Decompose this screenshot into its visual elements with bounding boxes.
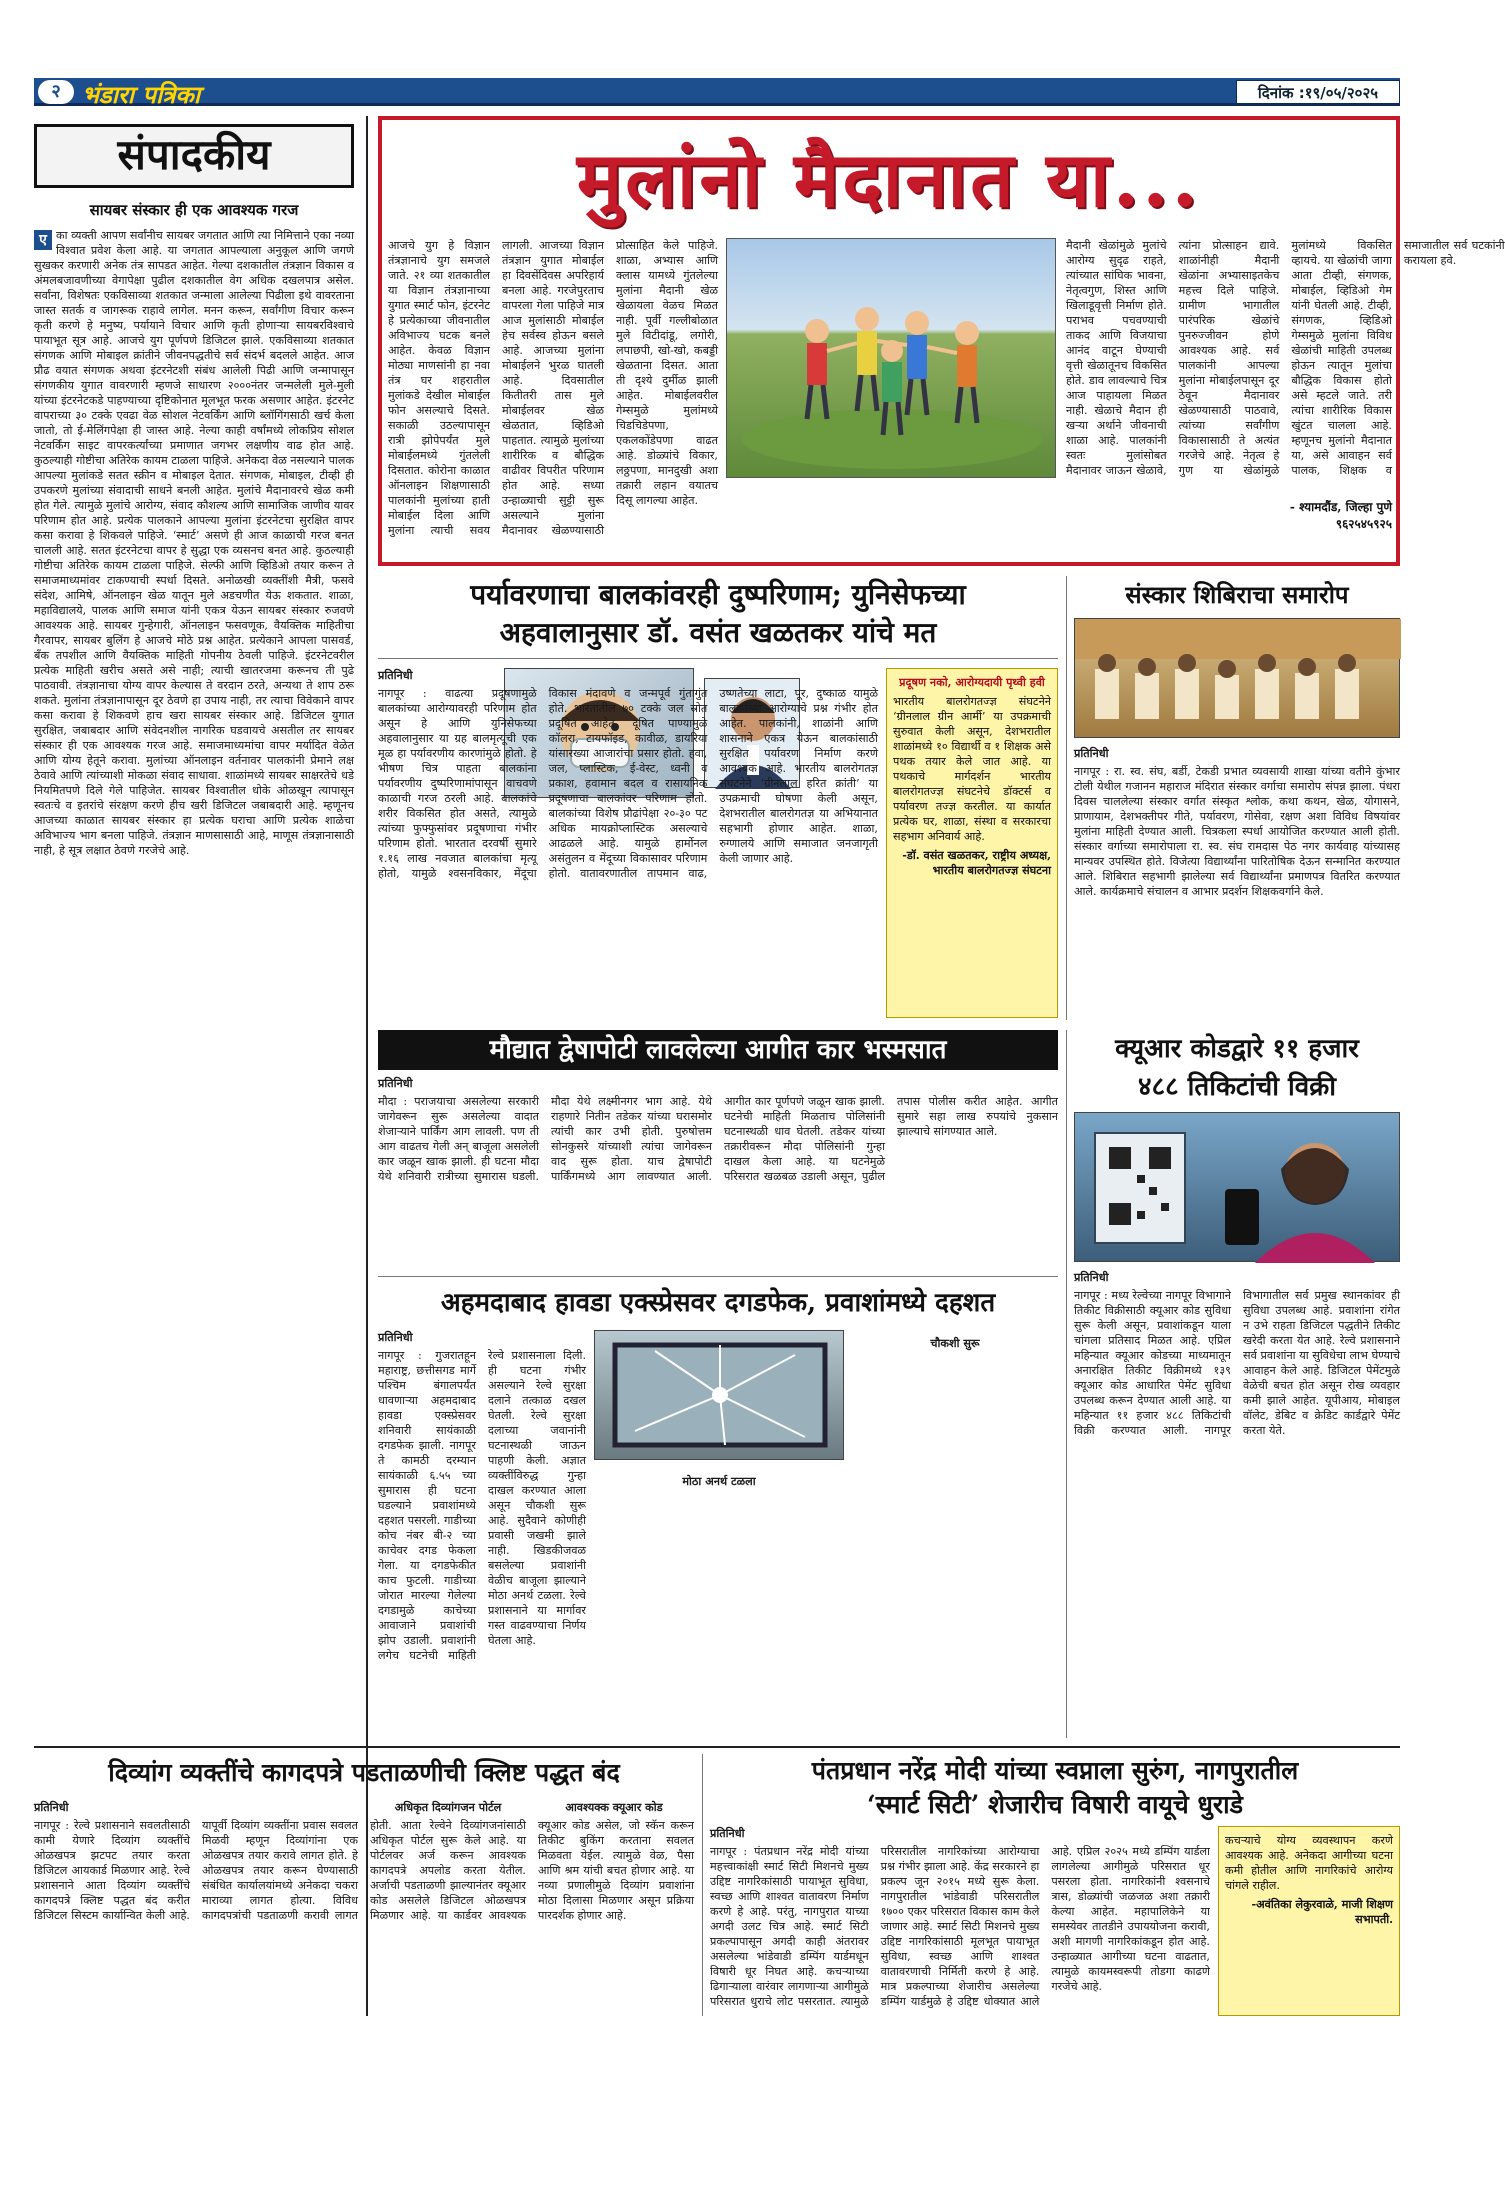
smartcity-headline-line1: पंतप्रधान नरेंद्र मोदी यांच्या स्वप्नाला सुरुंग, नागपुरातील [811,1756,1299,1785]
masthead-date: दिनांक :१९/०५/२०२५ [1236,80,1400,104]
feature-author-phone: ९६२५४५९२५ [1335,517,1392,531]
masthead [34,78,1400,109]
column-rule-2 [1066,1030,1067,1738]
smartcity-byline: प्रतिनिधी [710,1826,745,1840]
disabled-headline: दिव्यांग व्यक्तींचे कागदपत्रे पडताळणीची क्लिष्ट पद्धत बंद [108,1758,620,1787]
unicef-sidebox-heading: प्रदूषण नको, आरोग्यदायी पृथ्वी हवी [899,675,1045,689]
qr-headline [1074,1030,1400,1106]
smartcity-sidebox-signature: -अवंतिका लेकुरवाळे, माजी शिक्षण सभापती. [1251,1897,1393,1926]
disabled-subhead-2: आवश्यक्क क्यूआर कोड [565,1800,663,1814]
smartcity-sidebox-body: कचऱ्याचे योग्य व्यवस्थापन करणे आवश्यक आहे. अनेकदा आगीच्या घटना कमी होतील आणि नागरिकांचे आरोग्य चांगले राहील. [1225,1834,1393,1892]
sanskar-photo-camp [1074,618,1400,738]
feature-box [378,116,1505,566]
unicef-headline [378,576,1058,652]
qr-photo-scanning [1074,1112,1400,1262]
train-headline: अहमदाबाद हावडा एक्स्प्रेसवर दगडफेक, प्रवाशांमध्ये दहशत [440,1288,996,1318]
broken-window-illustration [595,1331,845,1461]
smartcity-headline [710,1754,1400,1822]
feature-title: मुलांनो मैदानात या... [576,135,1202,224]
disabled-subhead-1: अधिकृत दिव्यांगजन पोर्टल [394,1800,502,1814]
feature-author [1066,498,1392,532]
unicef-headline-line1: पर्यावरणाचा बालकांवरही दुष्परिणाम; युनिसेफच्या [470,578,966,611]
feature-photo-children-playing [726,238,1056,478]
newspaper-page [34,78,1505,2046]
sanskar-headline: संस्कार शिबिराचा समारोप [1125,580,1349,609]
editorial-dropcap: ए [34,230,52,250]
car-fire-headline: मौद्यात द्वेषापोटी लावलेल्या आगीत कार भस्मसात [378,1030,1058,1070]
feature-body-under-photo [726,482,1056,560]
train-top-rule [378,1276,1058,1277]
train-photo-broken-window [594,1330,844,1460]
sanskar-body: नागपूर : रा. स्व. संघ, बर्डी, टेकडी प्रभात व्यवसायी शाखा यांच्या वतीने कुंभार टोली येथील गजानन महाराज मंदिरात संस्कार वर्गाचा समारोप संपन्न झाला. पंधरा दिवस चाललेल्या संस्कार वर्गात संस्कृत श्लोक, कथा कथन, खेळ, योगासने, प्राणायाम, देशभक्तीपर गीते, पर्यावरण, गोसेवा, रक्षण अशा विविध विषयांवर मुलांना माहिती देण्यात आली. चित्रकला स्पर्धा आयोजित करण्यात आली होती. संस्कार वर्गाच्या समारोपाला रा. स्व. संघ रामदास पेठ नगर कार्यवाह यांच्यासह मान्यवर उपस्थित होते. विजेत्या विद्यार्थ्यांना पारितोषिक देऊन सन्मानित करण्यात आले. शिबिरात सहभागी झालेल्या सर्व विद्यार्थ्यांना प्रमाणपत्र वितरित करण्यात आले. कार्यक्रमाचे संचालन व आभार प्रदर्शन शिक्षकवर्गाने केले. [1074,765,1400,898]
car-fire-body: मौदा : पराजयाचा असलेल्या सरकारी जागेवरून सुरू असलेल्या वादात शेजाऱ्याने पार्किंग आग लावली. पण ती आग वाढतच गेली अन् बाजूला असलेली कार जळून खाक झाली. ही घटना मौदा येथे शनिवारी रात्रीच्या सुमारास घडली. मौदा येथे लक्ष्मीनगर भाग आहे. येथे राहणारे नितीन तडेकर यांच्या घरासमोर त्यांची कार उभी होती. पुरुषोत्तम सोनकुसरे यांच्याशी त्यांचा जागेवरून वाद सुरू होता. याच द्वेषापोटी पार्किंगमध्ये आग लावण्यात आली. आगीत कार पूर्णपणे जळून खाक झाली. घटनेची माहिती मिळताच पोलिसांनी घटनास्थळी धाव घेतली. तडेकर यांच्या तक्रारीवरून मौदा पोलिसांनी गुन्हा दाखल केला आहे. या घटनेमुळे परिसरात खळबळ उडाली असून, पुढील तपास पोलीस करीत आहेत. आगीत सुमारे सहा लाख रुपयांचे नुकसान झाल्याचे सांगण्यात आले. [378,1095,1058,1183]
smartcity-body: नागपूर : पंतप्रधान नरेंद्र मोदी यांच्या महत्त्वाकांक्षी स्मार्ट सिटी मिशनचे मुख्य उद्दिष्ट नागरिकांसाठी पायाभूत सुविधा, स्वच्छ आणि शाश्वत वातावरण निर्माण करणे हे आहे. परंतु, नागपुरात याच्या अगदी उलट चित्र आहे. स्मार्ट सिटी प्रकल्पापासून अगदी काही अंतरावर असलेल्या भांडेवाडी डम्पिंग यार्डमधून विषारी धूर निघत आहे. कचऱ्याच्या ढिगाऱ्याला वारंवार लागणाऱ्या आगीमुळे परिसरात धुराचे लोट पसरतात. त्यामुळे परिसरातील नागरिकांच्या आरोग्याचा प्रश्न गंभीर झाला आहे. केंद्र सरकारने हा प्रकल्प जून २०१५ मध्ये सुरू केला. नागपुरातील भांडेवाडी परिसरातील १७०० एकर परिसरात विकास काम केले जाणार आहे. स्मार्ट सिटी मिशनचे मुख्य उद्दिष्ट नागरिकांसाठी मूलभूत पायाभूत सुविधा, स्वच्छ आणि शाश्वत वातावरणाची निर्मिती करणे हे आहे. मात्र प्रकल्पाच्या शेजारीच असलेल्या डम्पिंग यार्डमुळे हे उद्दिष्ट धोक्यात आले आहे. एप्रिल २०२५ मध्ये डम्पिंग यार्डला लागलेल्या आगीमुळे परिसरात धूर पसरला होता. नागरिकांनी श्वसनाचे त्रास, डोळ्यांची जळजळ अशा तक्रारी केल्या आहेत. महापालिकेने या समस्येवर तातडीने उपाययोजना करावी, अशी मागणी नागरिकांकडून होत आहे. उन्हाळ्यात आगीच्या घटना वाढतात, त्यामुळे कायमस्वरूपी तोडगा काढणे गरजेचे आहे. [710,1845,1210,2008]
train-body: नागपूर : गुजरातहून महाराष्ट्र, छत्तीसगड मार्गे पश्चिम बंगालपर्यंत धावणाऱ्या अहमदाबाद हावडा एक्स्प्रेसवर शनिवारी सायंकाळी दगडफेक झाली. नागपूर ते कामठी दरम्यान सायंकाळी ६.५५ च्या सुमारास ही घटना घडल्याने प्रवाशांमध्ये दहशत पसरली. गाडीच्या कोच नंबर बी-२ च्या काचेवर दगड फेकला गेला. या दगडफेकीत काच फुटली. गाडीच्या जोरात मारल्या गेलेल्या दगडामुळे काचेच्या आवाजाने प्रवाशांची झोप उडाली. प्रवाशांनी लगेच घटनेची माहिती रेल्वे प्रशासनाला दिली. ही घटना गंभीर असल्याने रेल्वे सुरक्षा दलाने तत्काळ दखल घेतली. रेल्वे सुरक्षा दलाच्या जवानांनी घटनास्थळी जाऊन पाहणी केली. अज्ञात व्यक्तींविरुद्ध गुन्हा दाखल करण्यात आला असून चौकशी सुरू आहे. सुदैवाने कोणीही प्रवासी जखमी झाले नाही. खिडकीजवळ बसलेल्या प्रवाशांनी वेळीच बाजूला झाल्याने मोठा अनर्थ टळला. रेल्वे प्रशासनाने या मार्गावर गस्त वाढवण्याचा निर्णय घेतला आहे. [378,1349,586,1662]
disabled-body: नागपूर : रेल्वे प्रशासनाने सवलतीसाठी कामी येणारे दिव्यांग व्यक्तींचे ओळखपत्र झटपट तयार करता डिजिटल आयकार्ड मिळणार आहे. रेल्वे प्रशासनाने आता दिव्यांग व्यक्तींचे कागदपत्रे क्लिष्ट पद्धत बंद करीत डिजिटल सिस्टम कार्यान्वित केली आहे. यापूर्वी दिव्यांग व्यक्तींना प्रवास सवलत मिळवी म्हणून दिव्यांगांना एक ओळखपत्र तयार करावे लागत होते. हे ओळखपत्र तयार करून घेण्यासाठी संबंधित कार्यालयांमध्ये अनेकदा चकरा माराव्या लागत होत्या. विविध कागदपत्रांची पडताळणी करावी लागत होती. आता रेल्वेने दिव्यांगजनांसाठी अधिकृत पोर्टल सुरू केले आहे. या पोर्टलवर अर्ज करून आवश्यक कागदपत्रे अपलोड करता येतील. अर्जाची पडताळणी झाल्यानंतर क्यूआर कोड असलेले डिजिटल ओळखपत्र मिळणार आहे. या कार्डवर आवश्यक क्यूआर कोड असेल, जो स्कॅन करून तिकीट बुकिंग करताना सवलत मिळवता येईल. त्यामुळे वेळ, पैसा आणि श्रम यांची बचत होणार आहे. या नव्या प्रणालीमुळे दिव्यांग प्रवाशांना मोठा दिलासा मिळणार असून प्रक्रिया पारदर्शक होणार आहे. [34,1819,694,1922]
train-subhead-2: मोठा अनर्थ टळला [682,1474,756,1488]
qr-body: नागपूर : मध्य रेल्वेच्या नागपूर विभागाने तिकीट विक्रीसाठी क्यूआर कोड सुविधा सुरू केली असून, प्रवाशांकडून याला चांगला प्रतिसाद मिळत आहे. एप्रिल महिन्यात क्यूआर कोडच्या माध्यमातून अनारक्षित तिकीट विक्रीमध्ये १३९ क्यूआर कोड आधारित पेमेंट सुविधा उपलब्ध करून देण्यात आली आहे. या महिन्यात ११ हजार ४८८ तिकिटांची विक्री करण्यात आली. नागपूर विभागातील सर्व प्रमुख स्थानकांवर ही सुविधा उपलब्ध आहे. प्रवाशांना रांगेत न उभे राहता डिजिटल पद्धतीने तिकीट खरेदी करता येत आहे. रेल्वे प्रशासनाने सर्व प्रवाशांना या सुविधेचा लाभ घेण्याचे आवाहन केले आहे. डिजिटल पेमेंटमुळे वेळेची बचत होत असून रोख व्यवहार कमी झाले आहेत. यूपीआय, मोबाइल वॉलेट, डेबिट व क्रेडिट कार्डद्वारे पेमेंट करता येते. [1074,1289,1400,1437]
qr-headline-line1: क्यूआर कोडद्वारे ११ हजार [1115,1034,1359,1064]
editorial-section-title: संपादकीय [34,124,354,188]
unicef-byline: प्रतिनिधी [378,668,413,682]
train-byline: प्रतिनिधी [378,1330,413,1344]
feature-body-right: मैदानी खेळांमुळे मुलांचे आरोग्य सुदृढ राहते, त्यांच्यात सांघिक भावना, नेतृत्वगुण, शिस्त आणि खिलाडूवृत्ती निर्माण होते. पराभव पचवण्याची ताकद आणि विजयाचा आनंद वाटून घेण्याची वृत्ती खेळातूनच विकसित होते. डाव लावल्याचे चित्र आज पाहायला मिळत नाही. खेळाचे मैदान ही खऱ्या अर्थाने जीवनाची शाळा आहे. पालकांनी स्वतः मुलांसोबत मैदानावर जाऊन खेळावे, त्यांना प्रोत्साहन द्यावे. शाळांनीही मैदानी खेळांना अभ्यासाइतकेच महत्त्व दिले पाहिजे. ग्रामीण भागातील पारंपरिक खेळांचे पुनरुज्जीवन होणे आवश्यक आहे. सर्व पालकांनी आपल्या मुलांना मोबाईलपासून दूर ठेवून मैदानावर खेळण्यासाठी पाठवावे, त्यांच्या सर्वांगीण विकासासाठी ते अत्यंत गरजेचे आहे. नेतृत्व हे गुण या खेळांमुळे मुलांमध्ये विकसित व्हायचे. या खेळांची जागा आता टीव्ही, संगणक, मोबाईल, व्हिडिओ गेम यांनी घेतली आहे. टीव्ही, संगणक, व्हिडिओ गेम्समुळे मुलांना विविध खेळांची माहिती उपलब्ध होऊन त्यातून मुलांचा बौद्धिक विकास होतो असे म्हटले जाते. तरी त्यांचा शारीरिक विकास खुंटत चालला आहे. म्हणूनच मुलांनो मैदानात या, असे आवाहन सर्व पालक, शिक्षक व समाजातील सर्व घटकांनी करायला हवे. [1066,239,1505,477]
unicef-headline-rule [378,658,1058,659]
children-playing-illustration [727,239,1057,479]
unicef-sidebox-signature: -डॉ. वसंत खळतकर, राष्ट्रीय अध्यक्ष, भारतीय बालरोगतज्ज्ञ संघटना [902,848,1051,877]
camp-group-illustration [1075,619,1401,739]
train-body-right [852,1330,1058,1738]
smartcity-sidebox [1218,1826,1400,2016]
bottom-section-rule [34,1746,1400,1748]
unicef-body: नागपूर : वाढत्या प्रदूषणामुळे बालकांच्या आरोग्यावरही परिणाम होत असून हे आणि युनिसेफच्या अहवालानुसार या ग्रह बालमृत्यूंची एक मूळ हा पर्यावरणीय कारणांमुळे होतो. हे भीषण चित्र पाहता बालकांना पर्यावरणीय दुष्परिणामांपासून वाचवणे काळाची गरज ठरली आहे. बालकांचे शरीर विकसित होत असते, त्यामुळे त्यांच्या फुफ्फुसांवर प्रदूषणाचा गंभीर परिणाम होतो. भारतात दरवर्षी सुमारे १.१६ लाख नवजात बालकांचा मृत्यू होतो, यामुळे श्वसनविकार, मेंदूचा विकास मंदावणे व जन्मपूर्व गुंतागुंत होते. भारतातील ७० टक्के जल स्रोत प्रदूषित आहेत. दूषित पाण्यामुळे कॉलरा, टायफॉइड, कावीळ, डायरिया यांसारख्या आजारांचा प्रसार होतो. हवा, जल, प्लास्टिक, ई-वेस्ट, ध्वनी व प्रकाश, हवामान बदल व रासायनिक प्रदूषणाचा बालकांवर परिणाम होतो. बालकांच्या विशेष प्रौढांपेक्षा २०-३० पट अधिक मायक्रोप्लास्टिक असल्याचे आढळले आहे. यामुळे हार्मोनल असंतुलन व मेंदूच्या विकासावर परिणाम होतो. वातावरणातील तापमान वाढ, उष्णतेच्या लाटा, पूर, दुष्काळ यामुळे बालकांच्या आरोग्याचे प्रश्न गंभीर होत आहेत. पालकांनी, शाळांनी आणि शासनाने एकत्र येऊन बालकांसाठी सुरक्षित पर्यावरण निर्माण करणे आवश्यक आहे. भारतीय बालरोगतज्ञ संघटनेने ‘ग्रीनलाल हरित क्रांती’ या उपक्रमाची घोषणा केली असून, देशभरातील बालरोगतज्ञ या अभियानात सहभागी होणार आहेत. शाळा, रुग्णालये आणि समाजात जनजागृती केली जाणार आहे. [378,687,878,880]
sanskar-byline: प्रतिनिधी [1074,746,1109,760]
smartcity-headline-line2: ‘स्मार्ट सिटी’ शेजारीच विषारी वायूचे धुराडे [867,1790,1243,1819]
editorial-text: का व्यक्ती आपण सर्वांनीच सायबर जगतात आणि त्या निमित्ताने एका नव्या विश्वात प्रवेश केला आहे. या जगतात आपल्याला अनुकूल आणि जगणे सुखकर करणारी अनेक तंत्र सापडत आहेत. गेल्या दशकातील तंत्रज्ञान विकास व अंमलबजावणीच्या वेगापेक्षा पुढील दशकातील वेग अधिक दखलपात्र असेल. सर्वांना, विशेषतः एकविसाव्या शतकात जन्माला आलेल्या पिढीला इथे वावरताना जास्त सतर्क व जागरूक राहावे लागेल. मनन करून, सर्वांगीण विचार करून कृती करणे हे मनुष्य, पर्यायाने विचार आणि कृती होणाऱ्या सायबरविश्वाचे पायाभूत सूत्र आहे. आजचे युग पूर्णपणे डिजिटल झाले. एकविसाव्या शतकात संगणक आणि मोबाइल क्रांतीने जीवनपद्धतीचे सर्व संदर्भ बदलले आहेत. आज प्रौढ वयात संगणक अथवा इंटरनेटशी संबंध आलेली पिढी आणि जन्मापासून संगणकीय युगात वावरणारी म्हणजे साधारण २०००नंतर जन्मलेली मुले-मुली यांच्या इंटरनेटकडे पाहण्याच्या दृष्टिकोनात मूलभूत फरक असणार आहेत. इंटरनेट वापराच्या ३० टक्के एवढा वेळ सोशल नेटवर्किंग आणि ब्लॉगिंगसाठी खर्च केला जातो, तो ई-मेलिंगपेक्षा ही जास्त आहे. नेल्या काही वर्षांमध्ये लोकप्रिय सोशल नेटवर्किंग साइट वापरकर्त्यांच्या प्रमाणात जगभर लक्षणीय वाढ होत आहे. कुठल्याही गोष्टीचा अतिरेक कायम टाळला पाहिजे. अनेकदा वेळ नसल्याने पालक आपल्या मुलांकडे सतत स्क्रीन व मोबाइल देतात. संगणक, मोबाइल, टीव्ही ही उपकरणे मुलांच्या संवादाची साधने बनली आहेत. मुलांचे मैदानावरचे खेळ कमी होत गेले. त्यामुळे मुलांचे आरोग्य, संवाद कौशल्य आणि सामाजिक जाणीव यावर परिणाम होत आहे. प्रत्येक पालकाने आपल्या मुलांना इंटरनेटचा सुरक्षित वापर कसा करावा हे शिकवले पाहिजे. ‘स्मार्ट’ असणे ही आज काळाची गरज बनत चालली आहे. सतत इंटरनेटचा वापर हे सुद्धा एक व्यसनच बनत आहे. कुठल्याही गोष्टीचा अतिरेक कायम टाळला पाहिजे. सेल्फी आणि व्हिडिओ तयार करून ते समाजमाध्यमांवर टाकण्याची स्पर्धा दिसते. अनोळखी व्यक्तींशी मैत्री, फसवे संदेश, आमिषे, ऑनलाइन खेळ यातून मुले अडचणीत येऊ शकतात. शाळा, महाविद्यालये, पालक आणि समाज यांनी एकत्र येऊन सायबर संस्कार रुजवणे आवश्यक आहे. सायबर गुन्हेगारी, ऑनलाइन फसवणूक, वैयक्तिक माहितीचा गैरवापर, सायबर बुलिंग हे आजचे मोठे प्रश्न आहेत. प्रत्येकाने आपला पासवर्ड, बँक तपशील आणि वैयक्तिक माहिती गोपनीय ठेवली पाहिजे. इंटरनेटवरील प्रत्येक माहिती खरीच असते असे नाही; त्याची खातरजमा करूनच ती पुढे पाठवावी. तंत्रज्ञानाचा योग्य वापर केल्यास ते वरदान ठरते, अन्यथा ते शाप ठरू शकते. मुलांना तंत्रज्ञानापासून दूर ठेवणे हा उपाय नाही, तर त्याचा विवेकाने वापर कसा करावा हे शिकवणे हाच खरा सायबर संस्कार आहे. डिजिटल युगात सुरक्षित, जबाबदार आणि संवेदनशील नागरिक घडवायचे असतील तर सायबर संस्कार ही एक आवश्यक गरज आहे. समाजमाध्यमांचा वापर मर्यादित वेळेत आणि योग्य हेतूने करावा. मुलांच्या ऑनलाइन वर्तनावर पालकांनी प्रेमाने लक्ष ठेवावे आणि त्यांच्याशी मोकळा संवाद साधावा. शाळांमध्ये सायबर साक्षरतेचे धडे नियमितपणे दिले गेले पाहिजेत. सायबर विश्वातील धोके ओळखून त्यापासून स्वतःचे व इतरांचे संरक्षण करणे हीच खरी डिजिटल जबाबदारी आहे. म्हणूनच आजच्या काळात सायबर संस्कार हा प्रत्येक घराचा आणि प्रत्येक शाळेचा अविभाज्य भाग बनला पाहिजे. तंत्रज्ञान माणसासाठी आहे, माणूस तंत्रज्ञानासाठी नाही, हे सूत्र लक्षात ठेवणे गरजेचे आहे. [34,229,354,857]
car-fire-byline: प्रतिनिधी [378,1076,413,1090]
qr-scanning-illustration [1075,1113,1401,1263]
column-rule-3 [702,1754,703,2016]
page-number: २ [38,80,74,104]
disabled-byline: प्रतिनिधी [34,1800,69,1814]
train-body-continued [594,1468,844,1738]
unicef-sidebox-body: भारतीय बालरोगतज्ज्ञ संघटनेने ‘ग्रीनलाल ग्रीन आर्मी’ या उपक्रमाची सुरुवात केली असून, देशभरातील शाळांमध्ये १० विद्यार्थी व १ शिक्षक असे पथक तयार केले जात आहे. या पथकाचे मार्गदर्शन भारतीय बालरोगतज्ज्ञ संघटनेचे डॉक्टर्स व पर्यावरण तज्ज्ञ करतील. या कार्यात प्रत्येक घर, शाळा, संस्था व सरकारचा सहभाग अनिवार्य आहे. [893,695,1051,843]
unicef-headline-line2: अहवालानुसार डॉ. वसंत खळतकर यांचे मत [499,616,937,649]
feature-body-left: आजचे युग हे विज्ञान तंत्रज्ञानाचे युग समजले जाते. २१ व्या शतकातील या विज्ञान तंत्रज्ञानाच्या युगात स्मार्ट फोन, इंटरनेट हे प्रत्येकाच्या जीवनातील अविभाज्य घटक बनले आहेत. केवळ विज्ञान मोठ्या माणसांनी हा नवा तंत्र घर शहरातील मुलांकडे देखील मोबाईल फोन असल्याचे दिसते. सकाळी उठल्यापासून रात्री झोपेपर्यंत मुले मोबाईलमध्ये गुंतलेली दिसतात. कोरोना काळात ऑनलाइन शिक्षणासाठी पालकांनी मुलांच्या हाती मोबाईल दिला आणि मुलांना त्याची सवय लागली. आजच्या विज्ञान तंत्रज्ञान युगात मोबाईल हा दिवसेंदिवस अपरिहार्य बनला आहे. गरजेपुरताच वापरला गेला पाहिजे मात्र आज मुलांसाठी मोबाईल हेच सर्वस्व होऊन बसले आहे. आजच्या मुलांना मोबाईलने भुरळ घातली आहे. दिवसातील कितीतरी तास मुले मोबाईलवर खेळ खेळतात, व्हिडिओ पाहतात. त्यामुळे मुलांच्या शारीरिक व बौद्धिक वाढीवर विपरीत परिणाम होत आहे. सध्या उन्हाळ्याची सुट्टी सुरू असल्याने मुलांना मैदानावर खेळण्यासाठी प्रोत्साहित केले पाहिजे. शाळा, अभ्यास आणि क्लास यामध्ये गुंतलेल्या मुलांना मैदानी खेळ खेळायला वेळच मिळत नाही. पूर्वी गल्लीबोळात मुले विटीदांडू, लगोरी, लपाछपी, खो-खो, कबड्डी खेळताना दिसत. आता ती दृश्ये दुर्मीळ झाली आहेत. मोबाईलवरील गेम्समुळे मुलांमध्ये चिडचिडेपणा, एकलकोंडेपणा वाढत आहे. डोळ्यांचे विकार, लठ्ठपणा, मानदुखी अशा तक्रारी लहान वयातच दिसू लागल्या आहेत. [388,239,718,537]
train-subhead-1: चौकशी सुरू [930,1336,980,1350]
unicef-sidebox [886,668,1058,1018]
editorial-headline: सायबर संस्कार ही एक आवश्यक गरज [89,201,299,219]
masthead-title: भंडारा पत्रिका [82,80,201,109]
qr-byline: प्रतिनिधी [1074,1270,1109,1284]
qr-headline-line2: ४८८ तिकिटांची विक्री [1138,1072,1336,1102]
feature-author-name: - श्यामदौंड, जिल्हा पुणे [1289,500,1392,514]
column-rule [1066,576,1067,1020]
